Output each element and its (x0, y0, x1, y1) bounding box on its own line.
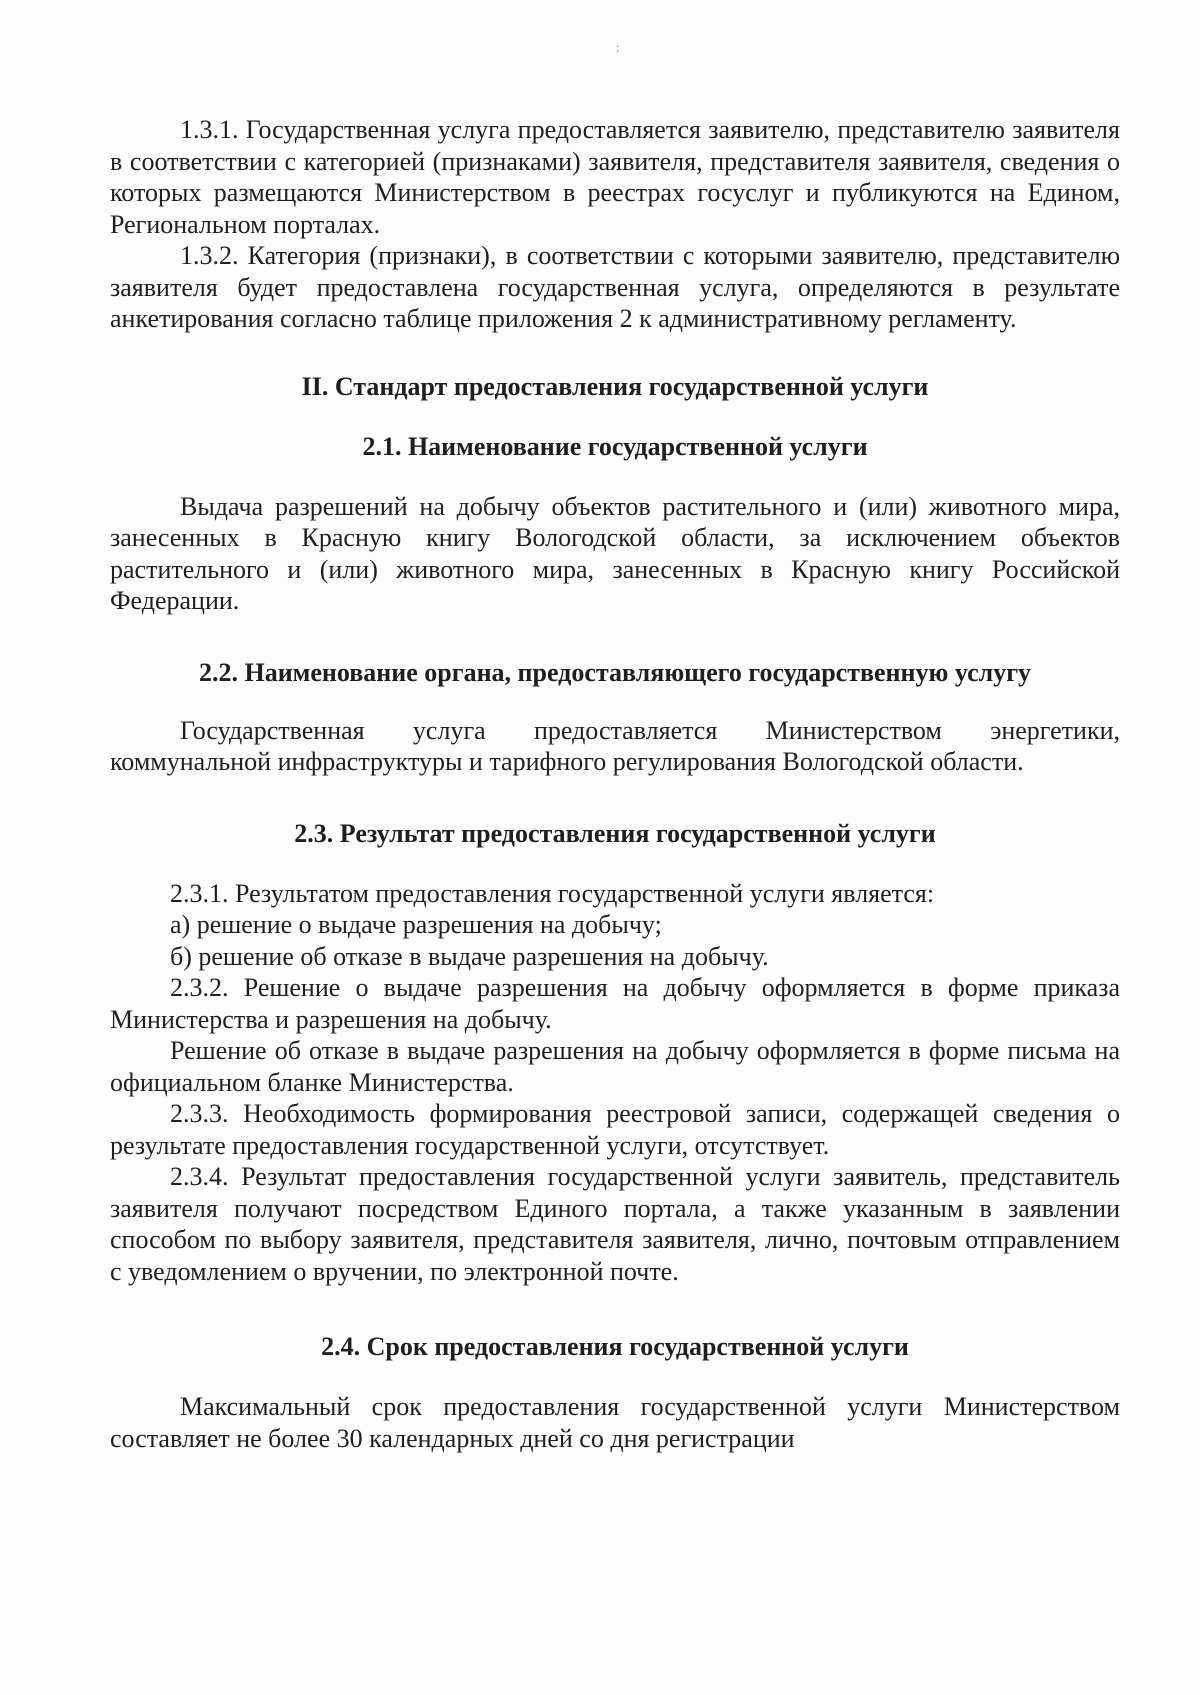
heading-2-4: 2.4. Срок предоставления государственной услуги (321, 1332, 909, 1361)
paragraph-1-3-1: 1.3.1. Государственная услуга предоставляется заявителю, представителю заявителя в соответствии с категорией (признаками) заявителя, представителя заявителя, сведения о которых размещаются Министерством в реестрах госуслуг и публикуются на Едином, Региональном порталах. (110, 115, 1120, 239)
section-heading-ii: II. Стандарт предоставления государственной услуги (301, 371, 929, 401)
paragraph-2-3-2: 2.3.2. Решение о выдаче разрешения на добычу оформляется в форме приказа Министерства и разрешения на добычу. (110, 973, 1120, 1034)
heading-2-2: 2.2. Наименование органа, предоставляющего государственную услугу (198, 657, 1032, 687)
page-mark: ; (616, 40, 620, 54)
paragraph-2-1: Выдача разрешений на добычу объектов растительного и (или) животного мира, занесенных в Красную книгу Вологодской области, за исключением объектов растительного и (или) животного мира, занесенных в Красную книгу Российской Федерации. (110, 491, 1120, 615)
paragraph-1-3-2: 1.3.2. Категория (признаки), в соответствии с которыми заявителю, представителю заявителя будет предоставлена государственная услуга, определяются в результате анкетирования согласно таблице приложения 2 к административному регламенту. (110, 241, 1120, 333)
paragraph-2-3-1: 2.3.1. Результатом предоставления государственной услуги является: (170, 878, 935, 908)
document-body (110, 114, 1120, 1454)
paragraph-2-4: Максимальный срок предоставления государственной услуги Министерством составляет не более 30 календарных дней со дня регистрации (110, 1392, 1120, 1453)
paragraph-2-3-3: 2.3.3. Необходимость формирования реестровой записи, содержащей сведения о результате предоставления государственной услуги, отсутствует. (110, 1099, 1120, 1160)
list-item-b: б) решение об отказе в выдаче разрешения на добычу. (170, 941, 769, 971)
heading-2-3: 2.3. Результат предоставления государственной услуги (294, 818, 936, 848)
list-item-a: а) решение о выдаче разрешения на добычу; (170, 910, 662, 939)
heading-2-1: 2.1. Наименование государственной услуги (362, 431, 868, 461)
paragraph-2-2: Государственная услуга предоставляется Министерством энергетики, коммунальной инфраструктуры и тарифного регулирования Вологодской области. (110, 715, 1120, 776)
paragraph-refusal: Решение об отказе в выдаче разрешения на добычу оформляется в форме письма на официальном бланке Министерства. (110, 1036, 1120, 1097)
paragraph-2-3-4: 2.3.4. Результат предоставления государственной услуги заявитель, представитель заявителя получают посредством Единого портала, а также указанным в заявлении способом по выбору заявителя, представителя заявителя, лично, почтовым отправлением с уведомлением о вручении, по электронной почте. (110, 1162, 1120, 1286)
